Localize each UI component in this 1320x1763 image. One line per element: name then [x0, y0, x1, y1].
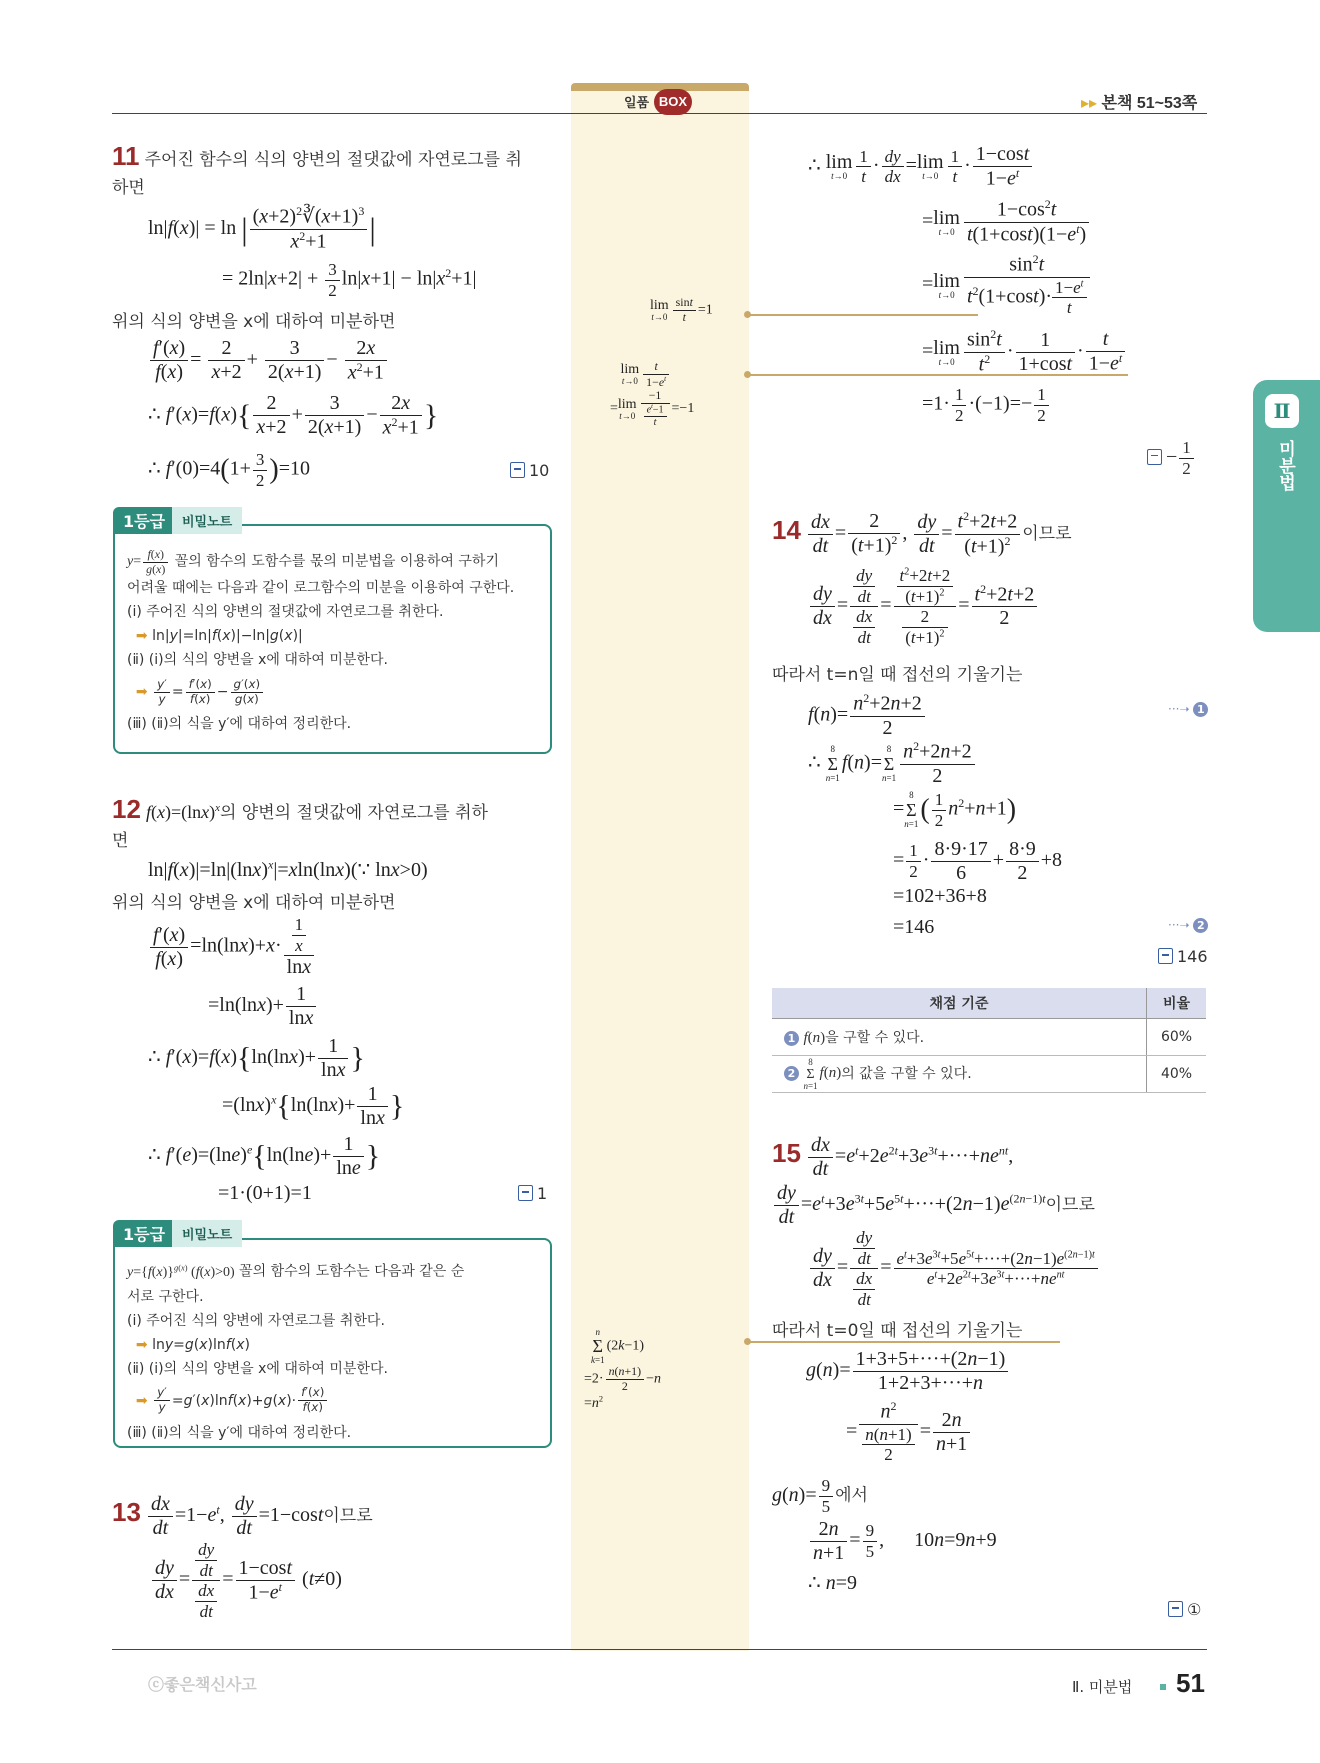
table-row: 2 8 Σ n=1 f(n)의 값을 구할 수 있다. 40% — [772, 1056, 1206, 1093]
q12-eq7: =1·(0+1)=1 — [218, 1182, 312, 1204]
q14-eq4: = 8 Σ n=1 ( $\frac{1}{2}$ $n^2+n+1$) — [893, 790, 1017, 830]
note2-box: $y=\{f(x)\}^{g(x)}$ (f(x)>0) 꼴의 함수의 도함수는 다음과 같은 순 서로 구한다. (ⅰ) 주어진 식의 양변에 자연로그를 취한다. ➡ lny=g(x)lnf(x) (ⅱ) (ⅰ)의 식의 양변을 x에 대하여 미분한다. ➡ $\frac{y'}{y}$ =g′(x)lnf(x)+g(x)· $\frac{f'(x)}{f(x)}$ (ⅲ) (ⅱ)의 식을 y′에 대하여 정리한다. — [113, 1238, 552, 1448]
q12-eq1: $\ln|f(x)|=\ln|(\ln x)^x|=xln(\ln x)(\because$ lnx>0) — [148, 857, 428, 881]
q11-eq2: = 2ln|x+2| + $\frac{3}{2}$ $\ln|x+1| - \ln|x^2+1|$ — [222, 260, 477, 300]
q14-marker-2: ···➝ 2 — [1168, 918, 1208, 933]
q14-intro: 14 $\frac{dx}{dt}$ = $\frac{2}{(t+1)^2}$ , $\frac{dy}{dt}$ = $\frac{t^2+2t+2}{(t+1)^2}$ 이므로 — [772, 509, 1072, 558]
note1-box: y= $\frac{f(x)}{g(x)}$ 꼴의 함수의 도함수를 몫의 미분법을 이용하여 구하기 어려울 때에는 다음과 같이 로그함수의 미분을 이용하여 구한다. (ⅰ) 주어진 식의 양변의 절댓값에 자연로그를 취한다. ➡ ln|y|=ln|f(x)|−ln|g(x)| (ⅱ) (ⅰ)의 식의 양변을 x에 대하여 미분한다. ➡ $\frac{y'}{y}$ = $\frac{f'(x)}{f(x)}$ − $\frac{g'(x)}{g(x)}$ (ⅲ) (ⅱ)의 식을 y′에 대하여 정리한다. — [113, 524, 552, 754]
q11-eq3: $\frac{f'(x)}{f(x)}$ = $\frac{2}{x+2}$ + $\frac{3}{2(x+1)}$ − $\frac{2x}{x^2+1}$ — [148, 337, 389, 385]
q13-eq6: =1· $\frac{1}{2}$ ·(−1)=− $\frac{1}{2}$ — [922, 385, 1051, 425]
q11-eq5: ∴ f′(0)=4(1+ $\frac{3}{2}$ )=10 — [148, 450, 310, 490]
q13-eq4: =lim t→0 $\sin^2t$ $t^2(1+\cos t)\cdot$ $\frac{1-e^t}{t}$ — [922, 253, 1092, 318]
side-note-lim-sin: lim t→0 $\frac{\sin t}{t}$ =1 — [650, 295, 713, 324]
q15-eq6: ∴ n=9 — [808, 1572, 858, 1594]
arrow-icon: ➡ — [135, 628, 148, 645]
answer-icon — [518, 1185, 533, 1201]
q14-answer: 146 — [1158, 947, 1208, 966]
q15-eq5: $\frac{2n}{n+1}$ = $\frac{9}{5}$ , 10n=9n+9 — [808, 1518, 997, 1565]
table-row: 1 f(n)을 구할 수 있다. 60% — [772, 1019, 1206, 1056]
q11-answer: 10 — [510, 461, 549, 480]
q15-eq3: = $\frac{n^2}{\frac{n(n+1)}{2}}$ = $\frac{2n}{n+1}$ — [846, 1400, 972, 1465]
q14-eq6: =102+36+8 — [893, 885, 987, 907]
q14-eq2: f(n)= $\frac{n^2+2n+2}{2}$ — [808, 692, 927, 740]
page-reference: ▸▸ 본책 51~53쪽 — [1081, 95, 1198, 112]
answer-icon — [1168, 1601, 1183, 1617]
grading-table — [772, 988, 1206, 1093]
q11-eq4: ∴ f′(x)=f(x){ $\frac{2}{x+2}$ + $\frac{3}{2(x+1)}$ − $\frac{2x}{x^2+1}$ } — [148, 392, 439, 439]
side-note-sum: n Σ k=1 (2k−1) =2· $\frac{n(n+1)}{2}$ −n $=n^2$ — [584, 1327, 661, 1412]
note2-tab: 1등급 — [113, 1220, 175, 1247]
note2-tab2: 비밀노트 — [172, 1220, 242, 1247]
q12-eq2: $\frac{f'(x)}{f(x)}$ =ln(lnx)+x· $\frac{\frac{1}{x}}{\ln x}$ — [148, 915, 316, 979]
q12-mid: 위의 식의 양변을 x에 대하여 미분하면 — [112, 893, 396, 913]
answer-icon — [1147, 449, 1162, 465]
q11-eq1: ln|f(x)| = ln | $\frac{(x+2)^2∛(x+1)^3}{x^2+1}$ | — [148, 204, 376, 253]
q15-answer: ① — [1168, 1600, 1201, 1619]
chapter-roman: Ⅱ — [1265, 394, 1299, 428]
table-header-row — [772, 988, 1206, 1019]
q11-intro: 11 주어진 함수의 식의 양변의 절댓값에 자연로그를 취 — [112, 141, 522, 171]
double-arrow-icon: ▸▸ — [1081, 95, 1098, 112]
leader-line — [748, 1341, 1060, 1343]
q13-eq2: ∴ lim t→0 $\frac{1}{t}$ · $\frac{dy}{dx}$ =lim t→0 $\frac{1}{t}$ · $\frac{1-\cos t}{1-e^t}$ — [808, 143, 1034, 191]
q12-eq3: =ln(lnx)+ $\frac{1}{\ln x}$ — [208, 983, 318, 1030]
q12-answer: 1 — [518, 1184, 547, 1203]
q14-eq7: =146 — [893, 916, 935, 938]
q11-intro-2: 하면 — [112, 178, 145, 198]
answer-icon — [510, 462, 525, 478]
publisher-logo: ⓒ좋은책신사고 — [148, 1677, 257, 1694]
chapter-side-tab[interactable] — [1253, 380, 1320, 632]
page-number: 51 — [1176, 1668, 1205, 1698]
arrow-icon: ➡ — [135, 684, 148, 701]
q15-eq4: g(n)= $\frac{9}{5}$ 에서 — [772, 1476, 868, 1516]
q14-marker-1: ···➝ 1 — [1168, 702, 1208, 717]
q13-intro: 13 $\frac{dx}{dt}$ $=1-e^t$, $\frac{dy}{dt}$ =1−cost이므로 — [112, 1493, 373, 1539]
arrow-icon: ➡ — [135, 1392, 148, 1409]
answer-icon — [1158, 948, 1173, 964]
box-badge: BOX — [654, 89, 692, 115]
footer-bullet — [1160, 1684, 1166, 1690]
q14-eq5: = $\frac{1}{2}$ · $\frac{8\cdot 9\cdot 17}{6}$ + $\frac{8\cdot 9}{2}$ +8 — [893, 838, 1063, 884]
q13-eq1: $\frac{dy}{dx}$ = $\frac{\frac{dy}{dt}}{\frac{dx}{dt}}$ = $\frac{1-\cos t}{1-e^t}$ (t≠0) — [150, 1540, 342, 1621]
table-header-criteria: 채점 기준 — [772, 988, 1147, 1019]
q14-eq3: ∴ 8 Σ n=1 f(n)= 8 Σ n=1 $\frac{n^2+2n+2}{2}$ — [808, 740, 977, 788]
q15-intro: 15 $\frac{dx}{dt}$ $=e^t+2e^{2t}+3e^{3t}+\cdot\cdot\cdot+ne^{nt}$, — [772, 1134, 1014, 1180]
q13-answer: − $\frac{1}{2}$ — [1147, 438, 1196, 478]
q15-eq2: g(n)= $\frac{1+3+5+\cdot\cdot\cdot+(2n-1)}{1+2+3+\cdot\cdot\cdot+n}$ — [806, 1348, 1010, 1395]
chapter-label: 미분법 — [1275, 440, 1295, 491]
q14-eq1: $\frac{dy}{dx}$ = $\frac{\frac{dy}{dt}}{\frac{dx}{dt}}$ = $\frac{\frac{t^2+2t+2}{(t+1)^2}}{\frac{2}{(t+1)^2}}$ = $\frac{t^2+2t+2}{2}$ — [808, 566, 1039, 647]
note1-tab2: 비밀노트 — [172, 507, 242, 534]
q13-eq5: =lim t→0 $\frac{\sin^2t}{t^2}$ · $\frac{1}{1+\cos t}$ · $\frac{t}{1-e^t}$ — [922, 328, 1127, 376]
q12-eq5: $=(\ln x)^x\{\ln(\ln x)+$ $\frac{1}{\ln x}$ } — [222, 1083, 405, 1129]
q13-eq3: =lim t→0 $\frac{1-\cos^2t}{t(1+\cos t)(1-e^t)}$ — [922, 198, 1091, 246]
box-label: 일품 — [624, 95, 650, 110]
footer-chapter: Ⅱ. 미분법 — [1072, 1678, 1133, 1696]
q15-eq1: $\frac{dy}{dx}$ = $\frac{\frac{dy}{dt}}{\frac{dx}{dt}}$ = $\frac{e^t+3e^{3t}+5e^{5t}+\cdot\cdot\cdot+(2n-1)e^{(2n-1)t}}{e^t+2e^{2t}+3e^{3t}+\cdot\cdot\cdot+ne^{nt}}$ — [808, 1228, 1100, 1309]
q12-eq4: ∴ f′(x)=f(x){ln(lnx)+ $\frac{1}{\ln x}$ } — [148, 1035, 365, 1081]
q12-intro-2: 면 — [112, 831, 129, 851]
q15-intro-2: $\frac{dy}{dt}$ $=e^t+3e^{3t}+5e^{5t}+\cdot\cdot\cdot+(2n-1)e^{(2n-1)t}$이므로 — [772, 1182, 1095, 1229]
footer-rule — [112, 1649, 1207, 1650]
note1-tab: 1등급 — [113, 507, 175, 534]
q12-eq6: ∴ $f'(e)=(\ln e)^e\{\ln(\ln e)+$ $\frac{1}{\ln e}$ } — [148, 1133, 381, 1179]
q12-intro: 12 $f(x)=(\ln x)^x$의 양변의 절댓값에 자연로그를 취하 — [112, 794, 488, 824]
arrow-icon: ➡ — [135, 1336, 148, 1353]
table-header-ratio: 비율 — [1147, 988, 1207, 1019]
q14-mid: 따라서 t=n일 때 접선의 기울기는 — [772, 665, 1023, 685]
side-note-lim-e: lim t→0 $\frac{t}{1-e^t}$ =lim t→0 $\frac{-1}{\frac{e^t-1}{t}}$ =−1 — [610, 359, 695, 429]
q11-mid: 위의 식의 양변을 x에 대하여 미분하면 — [112, 312, 396, 332]
q15-mid: 따라서 t=0일 때 접선의 기울기는 — [772, 1321, 1023, 1341]
